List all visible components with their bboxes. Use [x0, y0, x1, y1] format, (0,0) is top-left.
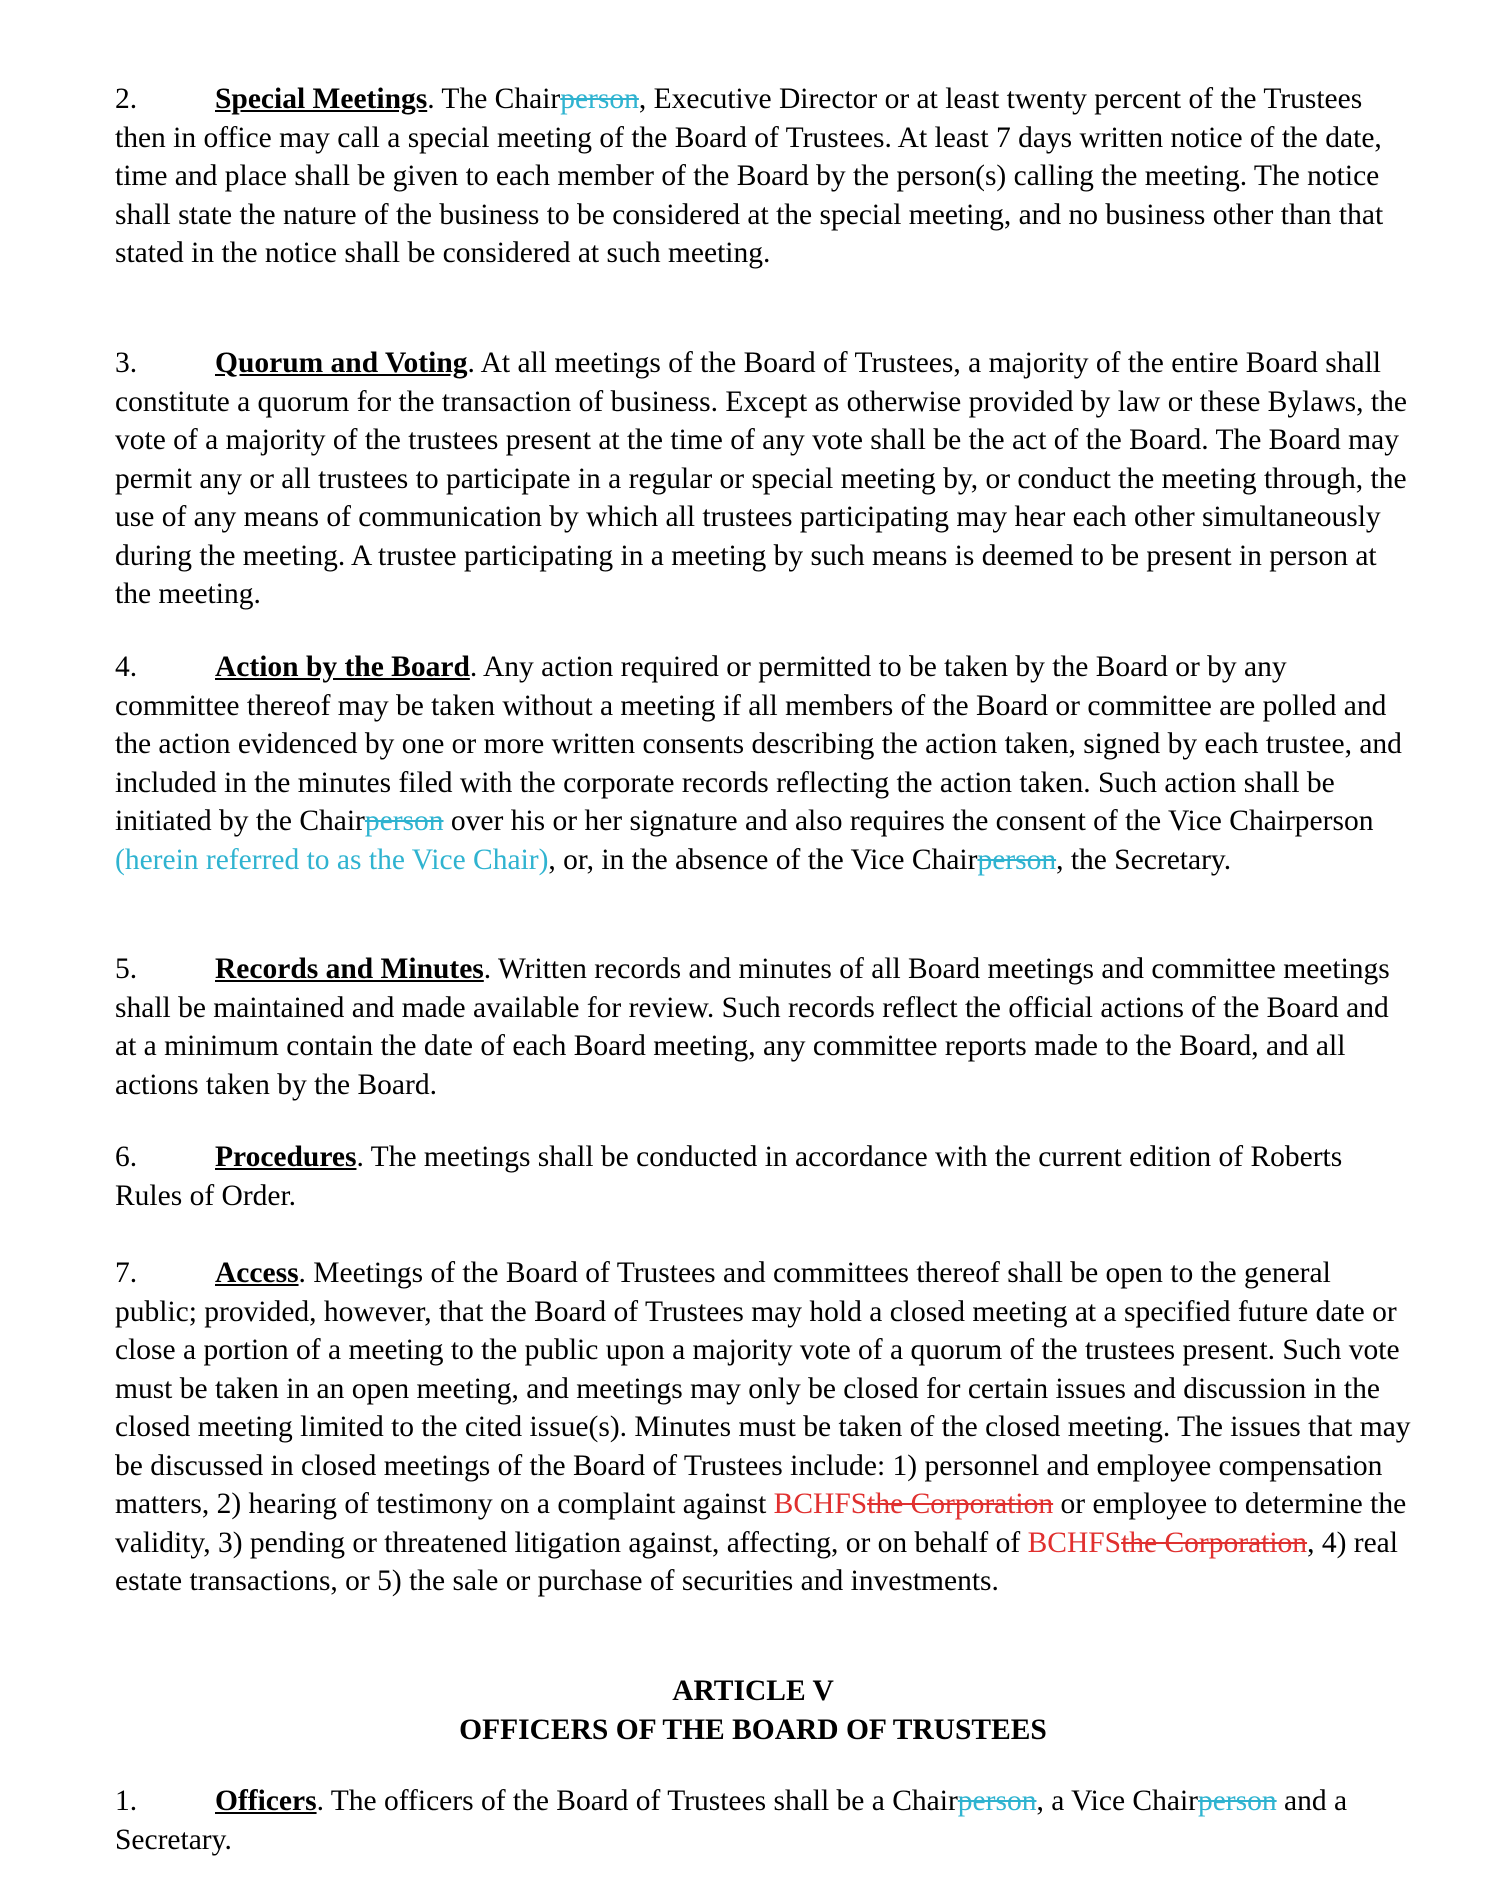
section-text: . The meetings shall be conducted in accordance with the current edition of Roberts Rules of Order.	[115, 1141, 1343, 1212]
section-number: 5.	[115, 953, 138, 985]
deleted-text: person	[560, 83, 639, 115]
section-text: , or, in the absence of the Vice Chair	[548, 843, 978, 876]
section-records-minutes	[115, 950, 1415, 1104]
section-text: . The Chair	[427, 83, 561, 115]
section-heading: Special Meetings	[215, 83, 428, 115]
section-number: 1.	[115, 1785, 138, 1817]
section-text: . At all meetings of the Board of Trustees, a majority of the entire Board shall constitute a quorum for the transaction of business. Except as otherwise provided by law or these Bylaws, the vote of a majority of the trustees present at the time of any vote shall be the act of the Board. The Board may permit any or all trustees to participate in a regular or special meeting by, or conduct the meeting through, the use of any means of communication by which all trustees participating may hear each other simultaneously during the meeting. A trustee participating in a meeting by such means is deemed to be present in person at the meeting.	[115, 347, 1407, 610]
article-subtitle: OFFICERS OF THE BOARD OF TRUSTEES	[459, 1714, 1047, 1746]
section-number: 7.	[115, 1257, 138, 1289]
inserted-text: BCHFS	[773, 1488, 868, 1520]
section-access	[115, 1254, 1415, 1601]
section-text: . The officers of the Board of Trustees shall be a Chair	[316, 1785, 958, 1817]
section-heading: Officers	[215, 1785, 317, 1817]
section-text: , a Vice Chair	[1036, 1785, 1198, 1817]
section-text: . Written records and minutes of all Board meetings and committee meetings shall be maintained and made available for review. Such records reflect the official actions of the Board and at a minimum contain the date of each Board meeting, any committee reports made to the Board, and all actions taken by the Board.	[115, 953, 1390, 1101]
section-procedures	[115, 1138, 1415, 1215]
section-heading: Records and Minutes	[215, 953, 484, 985]
section-special-meetings	[115, 80, 1415, 273]
deleted-text: the Corporation	[1121, 1526, 1308, 1559]
section-heading: Action by the Board	[215, 651, 470, 683]
section-officers	[115, 1782, 1415, 1859]
section-heading: Quorum and Voting	[215, 347, 468, 379]
section-number: 3.	[115, 347, 138, 379]
section-number: 6.	[115, 1141, 138, 1173]
deleted-text: person	[1197, 1785, 1277, 1817]
section-quorum-voting	[115, 344, 1415, 614]
section-text: and a Secretary.	[115, 1785, 1348, 1856]
section-heading: Procedures	[215, 1141, 357, 1173]
section-heading: Access	[215, 1257, 299, 1289]
section-text: . Any action required or permitted to be taken by the Board or by any committee thereof may be taken without a meeting if all members of the Board or committee are polled and the action evidenced by one or more written consents describing the action taken, signed by each trustee, and included in the minutes filed with the corporate records reflecting the action taken. Such action shall be initiated by the Chair	[115, 651, 1402, 837]
section-action-by-board	[115, 648, 1415, 879]
section-text: . Meetings of the Board of Trustees and committees thereof shall be open to the general public; provided, however, that the Board of Trustees may hold a closed meeting at a specified future date or close a portion of a meeting to the public upon a majority vote of a quorum of the trustees present. Such vote must be taken in an open meeting, and meetings may only be closed for certain issues and discussion in the closed meeting limited to the cited issue(s). Minutes must be taken of the closed meeting. The issues that may be discussed in closed meetings of the Board of Trustees include: 1) personnel and employee compensation matters, 2) hearing of testimony on a complaint against	[115, 1257, 1411, 1520]
section-text: or employee to determine the validity, 3) pending or threatened litigation against, affecting, or on behalf of	[115, 1488, 1407, 1559]
section-text: , Executive Director or at least twenty percent of the Trustees then in office may call a special meeting of the Board of Trustees. At least 7 days written notice of the date, time and place shall be given to each member of the Board by the person(s) calling the meeting. The notice shall state the nature of the business to be considered at the special meeting, and no business other than that stated in the notice shall be considered at such meeting.	[115, 83, 1384, 269]
section-number: 4.	[115, 651, 138, 683]
section-text: , 4) real estate transactions, or 5) the sale or purchase of securities and investments.	[115, 1526, 1398, 1597]
deleted-text: person	[364, 805, 444, 837]
deleted-text: person	[977, 843, 1057, 876]
section-text: over his or her signature and also requires the consent of the Vice Chairperson	[443, 805, 1374, 837]
deleted-text: the Corporation	[867, 1488, 1054, 1520]
section-text: , the Secretary.	[1056, 843, 1232, 876]
inserted-text: (herein referred to as the Vice Chair)	[115, 843, 549, 876]
inserted-text: BCHFS	[1027, 1526, 1122, 1559]
article-title: ARTICLE V	[672, 1675, 834, 1707]
deleted-text: person	[957, 1785, 1037, 1817]
section-number: 2.	[115, 83, 138, 115]
